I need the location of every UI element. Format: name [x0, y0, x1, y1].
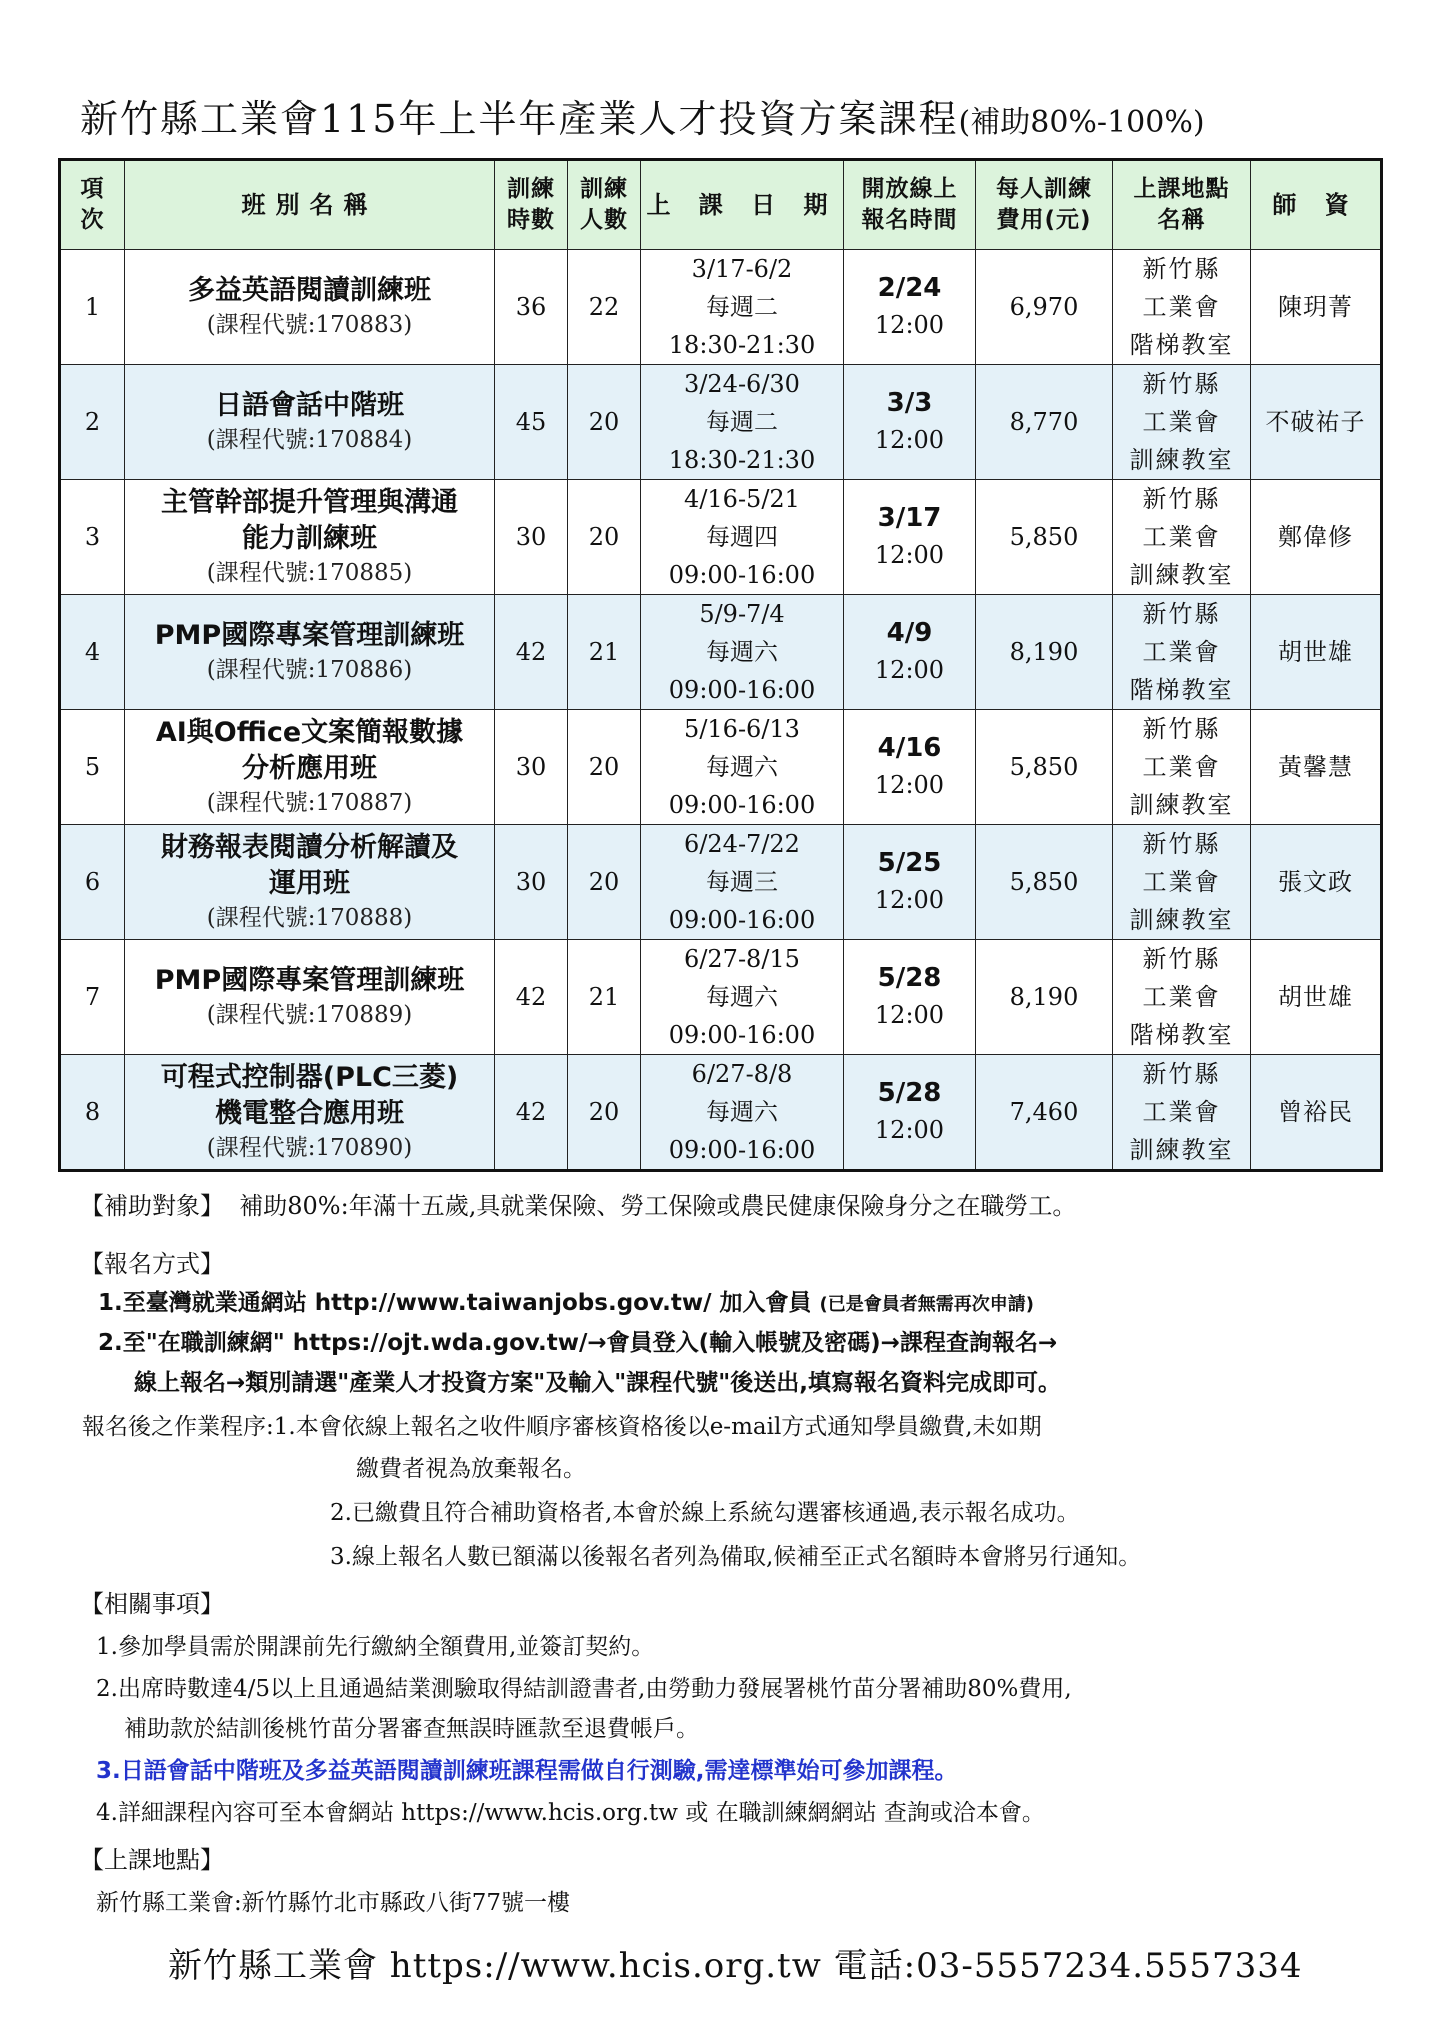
open-date: 3/17: [877, 503, 942, 533]
row-number: 7: [60, 940, 125, 1055]
location: 新竹縣 工業會 訓練教室: [1113, 1055, 1251, 1171]
class-dates: [641, 825, 844, 940]
related-item-2a: 2.出席時數達4/5以上且通過結業測驗取得結訓證書者,由勞動力發展署桃竹苗分署補助80%費用,: [96, 1676, 1072, 1702]
course-name-cell: [125, 1055, 495, 1171]
training-hours: 30: [495, 825, 568, 940]
table-row: [60, 595, 1382, 710]
table-row: [60, 480, 1382, 595]
venue-address: 新竹縣工業會:新竹縣竹北市縣政八街77號一樓: [96, 1890, 571, 1916]
register-step-2a: 2.至"在職訓練網" https://ojt.wda.gov.tw/→會員登入(輸入帳號及密碼)→課程查詢報名→: [98, 1330, 1058, 1356]
open-time: 12:00: [874, 886, 945, 914]
course-name-cell: [125, 825, 495, 940]
date-range: 5/9-7/4: [699, 600, 785, 628]
course-name-cont: 運用班: [269, 868, 350, 899]
training-people: 20: [568, 710, 641, 825]
course-name: PMP國際專案管理訓練班: [154, 965, 465, 996]
related-item-4: 4.詳細課程內容可至本會網站 https://www.hcis.org.tw 或 在職訓練網網站 查詢或洽本會。: [96, 1800, 1045, 1826]
course-code: (課程代號:170889): [206, 1002, 413, 1028]
training-people: 21: [568, 940, 641, 1055]
footer-contact: 新竹縣工業會 https://www.hcis.org.tw 電話:03-5557234.5557334: [168, 1946, 1303, 1986]
table-header-row: [60, 160, 1382, 250]
row-number: 5: [60, 710, 125, 825]
course-name: 主管幹部提升管理與溝通: [161, 487, 458, 518]
table-row: [60, 250, 1382, 365]
header-date: 上 課 日 期: [641, 160, 844, 250]
class-time: 09:00-16:00: [668, 1136, 816, 1164]
training-hours: 42: [495, 595, 568, 710]
title-main: 新竹縣工業會115年上半年產業人才投資方案課程: [80, 97, 959, 141]
header-open: 開放線上 報名時間: [844, 160, 976, 250]
title-subsidy: (補助80%-100%): [958, 105, 1205, 140]
course-name: 日語會話中階班: [215, 390, 404, 421]
location: 新竹縣 工業會 階梯教室: [1113, 250, 1251, 365]
course-name-cell: [125, 940, 495, 1055]
class-time: 09:00-16:00: [668, 676, 816, 704]
class-dates: [641, 1055, 844, 1171]
course-name: PMP國際專案管理訓練班: [154, 620, 465, 651]
open-registration: [844, 250, 976, 365]
fee: 5,850: [976, 825, 1113, 940]
related-label: 【相關事項】: [80, 1590, 224, 1618]
table-row: [60, 940, 1382, 1055]
table-row: [60, 825, 1382, 940]
class-time: 18:30-21:30: [668, 446, 816, 474]
row-number: 6: [60, 825, 125, 940]
date-range: 6/27-8/8: [691, 1060, 793, 1088]
course-name: 可程式控制器(PLC三菱): [160, 1062, 459, 1093]
row-number: 3: [60, 480, 125, 595]
header-fee: 每人訓練 費用(元): [976, 160, 1113, 250]
open-registration: [844, 595, 976, 710]
training-people: 22: [568, 250, 641, 365]
class-time: 09:00-16:00: [668, 1021, 816, 1049]
class-dates: [641, 595, 844, 710]
procedure-1a: 報名後之作業程序:1.本會依線上報名之收件順序審核資格後以e-mail方式通知學員繳費,未如期: [82, 1414, 1042, 1440]
date-range: 6/24-7/22: [684, 830, 800, 858]
teacher: 鄭偉修: [1251, 480, 1382, 595]
header-people: 訓練 人數: [568, 160, 641, 250]
procedure-2: 2.已繳費且符合補助資格者,本會於線上系統勾選審核通過,表示報名成功。: [330, 1500, 1080, 1526]
teacher: 胡世雄: [1251, 595, 1382, 710]
course-name-cell: [125, 480, 495, 595]
training-people: 20: [568, 825, 641, 940]
training-hours: 42: [495, 940, 568, 1055]
class-time: 09:00-16:00: [668, 906, 816, 934]
header-name: 班別名稱: [125, 160, 495, 250]
fee: 8,770: [976, 365, 1113, 480]
class-dates: [641, 250, 844, 365]
open-date: 2/24: [877, 273, 942, 303]
table-row: [60, 365, 1382, 480]
teacher: 黃馨慧: [1251, 710, 1382, 825]
course-code: (課程代號:170887): [206, 790, 413, 816]
course-name-cell: [125, 365, 495, 480]
date-range: 3/24-6/30: [684, 370, 800, 398]
class-time: 18:30-21:30: [668, 331, 816, 359]
fee: 8,190: [976, 940, 1113, 1055]
course-name-cell: [125, 595, 495, 710]
teacher: 陳玥菁: [1251, 250, 1382, 365]
training-hours: 30: [495, 480, 568, 595]
location: 新竹縣 工業會 訓練教室: [1113, 825, 1251, 940]
header-teacher: 師 資: [1251, 160, 1382, 250]
course-code: (課程代號:170886): [206, 657, 413, 683]
open-date: 3/3: [886, 388, 933, 418]
open-time: 12:00: [874, 1001, 945, 1029]
training-hours: 36: [495, 250, 568, 365]
teacher: 曾裕民: [1251, 1055, 1382, 1171]
class-dates: [641, 365, 844, 480]
open-date: 5/28: [877, 963, 942, 993]
course-name: 多益英語閱讀訓練班: [188, 275, 431, 306]
weekday: 每週四: [706, 523, 778, 551]
open-time: 12:00: [874, 656, 945, 684]
training-people: 20: [568, 480, 641, 595]
teacher: 張文政: [1251, 825, 1382, 940]
class-dates: [641, 710, 844, 825]
date-range: 3/17-6/2: [691, 255, 793, 283]
fee: 5,850: [976, 710, 1113, 825]
procedure-1b: 繳費者視為放棄報名。: [356, 1456, 586, 1482]
row-number: 4: [60, 595, 125, 710]
training-people: 20: [568, 365, 641, 480]
open-date: 5/28: [877, 1078, 942, 1108]
header-no: 項 次: [60, 160, 125, 250]
weekday: 每週六: [706, 753, 778, 781]
row-number: 1: [60, 250, 125, 365]
course-name-cont: 機電整合應用班: [215, 1098, 404, 1129]
course-name-cell: [125, 250, 495, 365]
open-date: 4/16: [877, 733, 942, 763]
related-item-2b: 補助款於結訓後桃竹苗分署審查無誤時匯款至退費帳戶。: [124, 1716, 699, 1742]
training-hours: 45: [495, 365, 568, 480]
training-people: 21: [568, 595, 641, 710]
training-hours: 30: [495, 710, 568, 825]
fee: 7,460: [976, 1055, 1113, 1171]
course-name: 財務報表閱讀分析解讀及: [161, 832, 458, 863]
open-registration: [844, 825, 976, 940]
open-date: 4/9: [886, 618, 933, 648]
venue-label: 【上課地點】: [80, 1846, 224, 1874]
weekday: 每週六: [706, 983, 778, 1011]
register-step-1: 1.至臺灣就業通網站 http://www.taiwanjobs.gov.tw/ 加入會員 (已是會員者無需再次申請): [98, 1290, 1034, 1316]
open-time: 12:00: [874, 541, 945, 569]
open-registration: [844, 940, 976, 1055]
weekday: 每週六: [706, 1098, 778, 1126]
course-code: (課程代號:170890): [206, 1135, 413, 1161]
course-name-cont: 能力訓練班: [242, 523, 377, 554]
course-name-cont: 分析應用班: [242, 753, 377, 784]
date-range: 4/16-5/21: [684, 485, 800, 513]
location: 新竹縣 工業會 訓練教室: [1113, 365, 1251, 480]
weekday: 每週六: [706, 638, 778, 666]
open-registration: [844, 480, 976, 595]
header-hours: 訓練 時數: [495, 160, 568, 250]
open-time: 12:00: [874, 771, 945, 799]
weekday: 每週二: [706, 293, 778, 321]
page-title: [80, 88, 1380, 144]
open-registration: [844, 1055, 976, 1171]
open-time: 12:00: [874, 1116, 945, 1144]
table-row: [60, 710, 1382, 825]
class-time: 09:00-16:00: [668, 561, 816, 589]
fee: 8,190: [976, 595, 1113, 710]
class-time: 09:00-16:00: [668, 791, 816, 819]
open-time: 12:00: [874, 311, 945, 339]
class-dates: [641, 940, 844, 1055]
teacher: 胡世雄: [1251, 940, 1382, 1055]
course-code: (課程代號:170888): [206, 905, 413, 931]
subsidy-note: 【補助對象】 補助80%:年滿十五歲,具就業保險、勞工保險或農民健康保險身分之在職勞工。: [80, 1192, 1077, 1220]
open-registration: [844, 365, 976, 480]
weekday: 每週三: [706, 868, 778, 896]
table-row: [60, 1055, 1382, 1171]
date-range: 5/16-6/13: [684, 715, 800, 743]
course-name: AI與Office文案簡報數據: [155, 717, 464, 748]
course-table: [58, 158, 1383, 1172]
training-people: 20: [568, 1055, 641, 1171]
related-item-1: 1.參加學員需於開課前先行繳納全額費用,並簽訂契約。: [96, 1634, 655, 1660]
location: 新竹縣 工業會 階梯教室: [1113, 595, 1251, 710]
course-code: (課程代號:170885): [206, 560, 413, 586]
course-code: (課程代號:170883): [206, 312, 413, 338]
course-code: (課程代號:170884): [206, 427, 413, 453]
open-registration: [844, 710, 976, 825]
header-location: 上課地點 名稱: [1113, 160, 1251, 250]
weekday: 每週二: [706, 408, 778, 436]
row-number: 2: [60, 365, 125, 480]
date-range: 6/27-8/15: [684, 945, 800, 973]
location: 新竹縣 工業會 階梯教室: [1113, 940, 1251, 1055]
procedure-3: 3.線上報名人數已額滿以後報名者列為備取,候補至正式名額時本會將另行通知。: [330, 1544, 1142, 1570]
class-dates: [641, 480, 844, 595]
teacher: 不破祐子: [1251, 365, 1382, 480]
related-item-3: 3.日語會話中階班及多益英語閱讀訓練班課程需做自行測驗,需達標準始可參加課程。: [96, 1758, 958, 1784]
open-date: 5/25: [877, 848, 942, 878]
register-label: 【報名方式】: [80, 1250, 224, 1278]
fee: 6,970: [976, 250, 1113, 365]
training-hours: 42: [495, 1055, 568, 1171]
location: 新竹縣 工業會 訓練教室: [1113, 710, 1251, 825]
course-name-cell: [125, 710, 495, 825]
location: 新竹縣 工業會 訓練教室: [1113, 480, 1251, 595]
fee: 5,850: [976, 480, 1113, 595]
open-time: 12:00: [874, 426, 945, 454]
register-step-2b: 線上報名→類別請選"產業人才投資方案"及輸入"課程代號"後送出,填寫報名資料完成即可。: [134, 1370, 1061, 1396]
row-number: 8: [60, 1055, 125, 1171]
